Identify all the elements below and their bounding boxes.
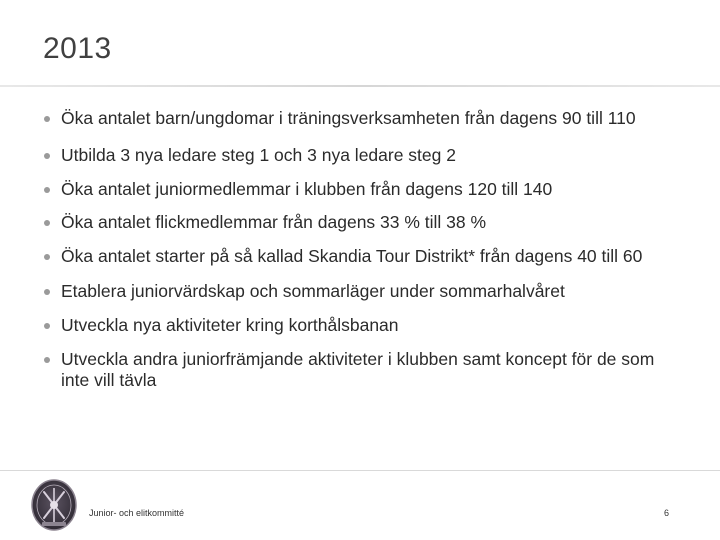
bullet-text: Öka antalet juniormedlemmar i klubben från dagens 120 till 140: [61, 179, 553, 199]
bullet-item: [44, 179, 684, 200]
bullet-item: [44, 145, 684, 166]
bullet-text: Etablera juniorvärdskap och sommarläger under sommarhalvåret: [61, 281, 565, 301]
bullet-dot-icon: [44, 254, 50, 260]
bullet-dot-icon: [44, 323, 50, 329]
bullet-text: Öka antalet flickmedlemmar från dagens 33 % till 38 %: [61, 212, 487, 232]
bullet-item: [44, 212, 684, 233]
bullet-dot-icon: [44, 289, 50, 295]
bullet-list: [44, 108, 684, 391]
bullet-text: Utveckla nya aktiviteter kring korthålsbanan: [61, 315, 399, 335]
club-crest-icon: [30, 478, 78, 532]
bullet-dot-icon: [44, 116, 50, 122]
bullet-dot-icon: [44, 153, 50, 159]
bullet-item: [44, 315, 684, 336]
bullet-text: Utbilda 3 nya ledare steg 1 och 3 nya ledare steg 2: [61, 145, 456, 165]
footer-label: Junior- och elitkommitté: [89, 508, 185, 518]
bullet-item: [44, 108, 684, 129]
title-divider: [0, 85, 720, 87]
bullet-text: Öka antalet starter på så kallad Skandia Tour Distrikt* från dagens 40 till 60: [61, 246, 643, 266]
slide-title: 2013: [43, 32, 112, 65]
page-number: 6: [664, 508, 670, 518]
bullet-dot-icon: [44, 220, 50, 226]
bullet-text: Utveckla andra juniorfrämjande aktiviteter i klubben samt koncept för de som inte vill tävla: [61, 349, 655, 390]
bullet-item: [44, 281, 684, 302]
footer-divider: [0, 470, 720, 471]
bullet-text: Öka antalet barn/ungdomar i träningsverksamheten från dagens 90 till 110: [61, 108, 636, 128]
bullet-item: [44, 246, 684, 267]
bullet-dot-icon: [44, 187, 50, 193]
bullet-dot-icon: [44, 357, 50, 363]
bullet-item: [44, 349, 684, 391]
